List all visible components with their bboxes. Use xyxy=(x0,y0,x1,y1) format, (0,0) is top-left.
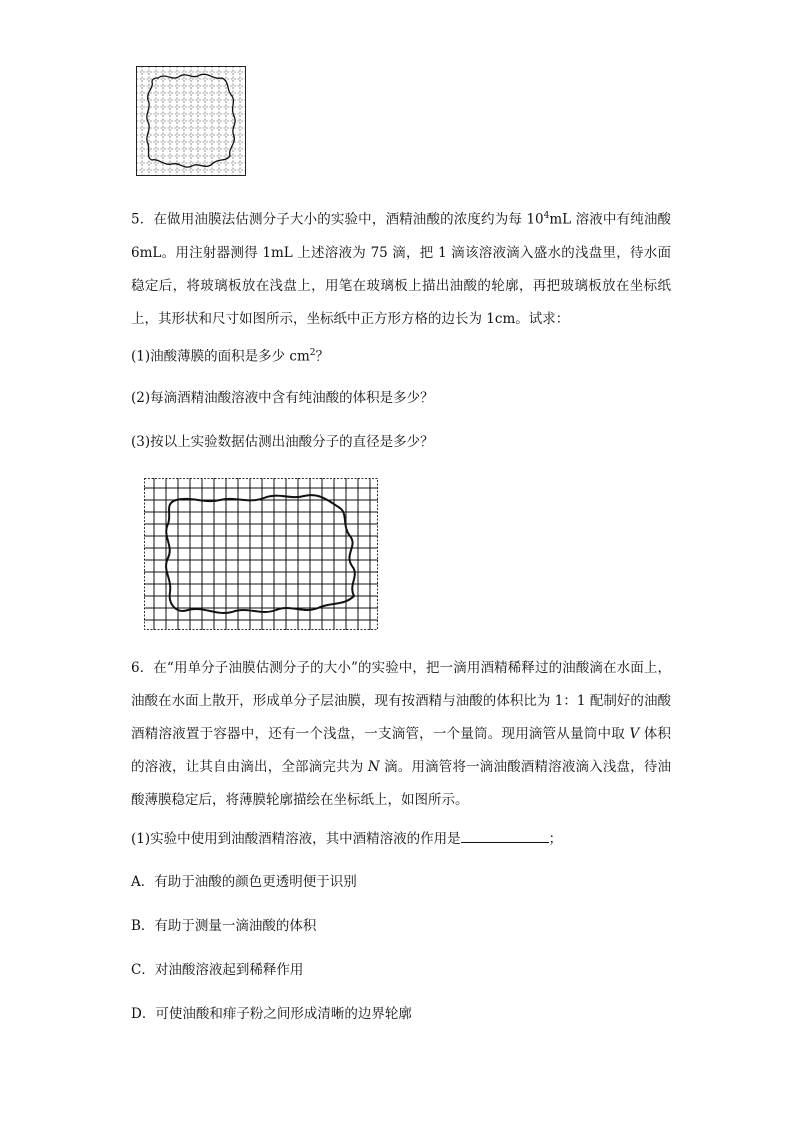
option-b: B．有助于测量一滴油酸的体积 xyxy=(131,918,317,934)
answer-blank[interactable] xyxy=(461,828,549,843)
question-6-sub-1: (1)实验中使用到油酸酒精溶液，其中酒精溶液的作用是 ； xyxy=(131,828,671,849)
oil-film-grid-figure-1 xyxy=(136,66,246,176)
option-a: A．有助于油酸的颜色更透明便于识别 xyxy=(131,874,357,890)
option-d: D．可使油酸和痱子粉之间形成清晰的边界轮廓 xyxy=(131,1006,412,1022)
option-c: C．对油酸溶液起到稀释作用 xyxy=(131,962,304,978)
question-5-sub-1: (1)油酸薄膜的面积是多少 $cm^2$？ xyxy=(131,348,330,365)
question-5-text: 5．在做用油膜法估测分子大小的实验中，酒精油酸的浓度约为每 $10^4mL$ 溶液中有纯油酸 6mL。用注射器测得 1mL 上述溶液为 75 滴，把 1 滴该溶液滴入盛水的浅盘里，待水面稳定后，将玻璃板放在浅盘上，用笔在玻璃板上描出油酸的轮廓，再把玻璃板放在坐标纸上，其形状和尺寸如图所示，坐标纸中正方形方格的边长为 1cm。试求： xyxy=(131,211,671,327)
question-5-sub-3: (3)按以上实验数据估测出油酸分子的直径是多少？ xyxy=(131,434,434,450)
question-5-sub-2: (2)每滴酒精油酸溶液中含有纯油酸的体积是多少？ xyxy=(131,390,434,406)
oil-film-grid-figure-2 xyxy=(144,478,378,630)
question-6-text: 6．在“用单分子油膜估测分子的大小”的实验中，把一滴用酒精稀释过的油酸滴在水面上，油酸在水面上散开，形成单分子层油膜，现有按酒精与油酸的体积比为 1：1 配制好的油酸酒精溶液置于容器中，还有一个浅盘，一支滴管，一个量筒。现用滴管从量筒中取 V 体积的溶液，让其自由滴出，全部滴完共为 N 滴。用滴管将一滴油酸酒精溶液滴入浅盘，待油酸薄膜稳定后，将薄膜轮廓描绘在坐标纸上，如图所示。 xyxy=(131,660,672,808)
